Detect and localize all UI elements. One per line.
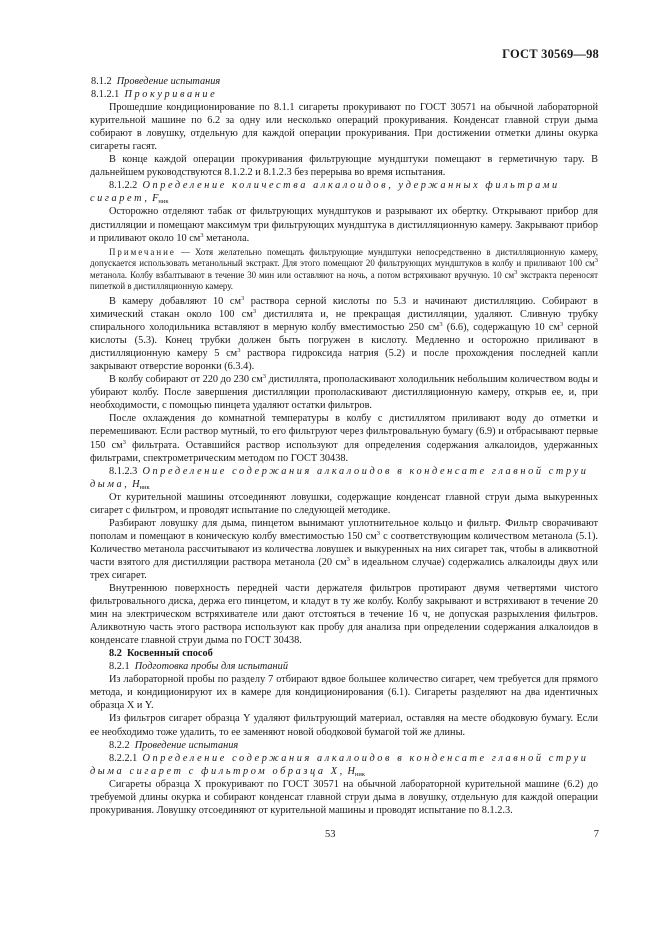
document-body [90, 75, 598, 817]
page-number-center: 53 [325, 829, 336, 840]
paragraph: Осторожно отделяют табак от фильтрующих мундштуков и разрывают их обертку. Открывают прибор для дистилляции и помещают максимум три фильтрующих мундштука в дистилляционную камеру. Закрывают прибор и приливают около 10 $см^3$ метанола. [90, 206, 598, 244]
document-code: ГОСТ 30569—98 [502, 47, 599, 61]
section-8-2-2-heading: 8.2.2 Проведение испытания [109, 739, 239, 751]
paragraph: Сигареты образца X прокуривают по ГОСТ 30571 на обычной лабораторной курительной машине (6.2) до требуемой длины окурка и собирают конденсат главной струи дыма в ловушку, отдельную для каждой операции прокуривания. Ловушку отсоединяют от курительной машины и проводят испытание по 8.1.2.3. [90, 778, 598, 816]
section-8-1-2-2-heading: 8.1.2.2 Определение количества алкалоидов, удержанных фильтрами сигарет, $F_{ник}$ [90, 180, 560, 206]
paragraph: После охлаждения до комнатной температуры в колбу с дистиллятом приливают воду до отметки и перемешивают. Если раствор мутный, то его фильтруют через фильтровальную бумагу (6.9) и отбрасывают первые 150 $см^3$ фильтрата. Оставшийся раствор используют для определения содержания алкалоидов, удержанных фильтрами, спектрометрическим методом по ГОСТ 30438. [90, 413, 598, 464]
note-label: Примечание [109, 246, 176, 257]
paragraph: Прошедшие кондиционирование по 8.1.1 сигареты прокуривают по ГОСТ 30571 на обычной лабораторной курительной машине по 6.2 за одну или несколько операций прокуривания. Конденсат главной струи дыма собирают в ловушку, отдельную для каждой операции прокуривания. При достижении отметки длины окурка сигареты гасят. [90, 102, 598, 153]
section-8-1-2-1-heading: 8.1.2.1 Прокуривание [91, 89, 218, 101]
paragraph: Из фильтров сигарет образца Y удаляют фильтрующий материал, оставляя на месте ободковую бумагу. Если ее необходимо тоже удалить, то ее заменяют новой ободковой бумагой той же длины. [90, 713, 598, 738]
section-8-1-2-3-heading: 8.1.2.3 Определение содержания алкалоидов в конденсате главной струи дыма, $H_{ник}$ [90, 465, 589, 491]
section-8-2-2-1-heading: 8.2.2.1 Определение содержания алкалоидов в конденсате главной струи дыма сигарет с фильтром образца X, $H_{ник}$ [90, 752, 589, 778]
paragraph: В конце каждой операции прокуривания фильтрующие мундштуки помещают в герметичную тару. В дальнейшем руководствуются 8.1.2.2 и 8.1.2.3 без перерыва во время испытания. [90, 154, 598, 179]
section-8-2-heading: 8.2 Косвенный способ [109, 648, 213, 660]
paragraph: Внутреннюю поверхность передней части держателя фильтров протирают двумя четвертями чистого фильтровального диска, держа его пинцетом, и кладут в ту же колбу. Колбу закрывают и встряхивают в течение 20 мин на электрическом встряхивателе или дают отстояться в течение 16 ч, не допуская разрыхления фильтров. Аликвотную часть этого раствора используют как пробу для анализа при определении содержания алкалоидов в конденсате главной струи дыма по ГОСТ 30438. [90, 583, 598, 647]
section-8-2-1-heading: 8.2.1 Подготовка пробы для испытаний [109, 661, 288, 673]
paragraph: В камеру добавляют 10 $см^3$ раствора серной кислоты по 5.3 и начинают дистилляцию. Собирают в химический стакан около 100 $см^3$ дистиллята и, не прекращая дистилляции, удаляют. Сливную трубку спирального холодильника вставляют в мерную колбу вместимостью 250 $см^3$ (6.6), содержащую 10 $см^3$ серной кислоты (5.3). Конец трубки должен быть погружен в кислоту. Медленно и осторожно приливают в дистилляционную камеру 5 $см^3$ раствора гидроксида натрия (5.2) и после прохождения последней капли закрывают отверстие воронки (6.3.4). [90, 294, 598, 373]
paragraph: Разбирают ловушку для дыма, пинцетом вынимают уплотнительное кольцо и фильтр. Фильтр сворачивают пополам и помещают в коническую колбу вместимостью 150 $см^3$ с соответствующим количеством метанола (5.1). Количество метанола рассчитывают из количества ловушек и выкуренных на них сигарет так, чтобы в аликвотной части взятого для дистилляции раствора метанола (20 $см^3$ в идеальном случае) содержались алкалоиды двух или трех сигарет. [90, 517, 599, 581]
page-number-right: 7 [593, 829, 599, 840]
note: Примечание — Хотя желательно помещать фильтрующие мундштуки непосредственно в дистилляционную камеру, допускается использовать метанольный экстракт. Для этого помещают 20 фильтрующих мундштуков в колбу и приливают 100 $см^3$ метанола. Колбу взбалтывают в течение 30 мин или оставляют на ночь, а потом встряхивают вручную. 10 $см^3$ экстракта переносят пипеткой в дистилляционную камеру. [90, 246, 598, 292]
paragraph: В колбу собирают от 220 до 230 $см^3$ дистиллята, прополаскивают холодильник небольшим количеством воды и убирают колбу. После завершения дистилляции прополаскивают дистилляционную камеру, открыв ее, и, при необходимости, с помощью пинцета удаляют остатки фильтров. [90, 373, 598, 412]
paragraph: Из лабораторной пробы по разделу 7 отбирают вдвое большее количество сигарет, чем требуется для прямого метода, и кондиционируют их в камере для кондиционирования (6.1). Сигареты разделяют на два идентичных образца X и Y. [90, 674, 598, 712]
section-8-1-2-heading: 8.1.2 Проведение испытания [91, 76, 221, 87]
paragraph: От курительной машины отсоединяют ловушки, содержащие конденсат главной струи дыма выкуренных сигарет с фильтром, и проводят испытание по следующей методике. [90, 491, 598, 516]
